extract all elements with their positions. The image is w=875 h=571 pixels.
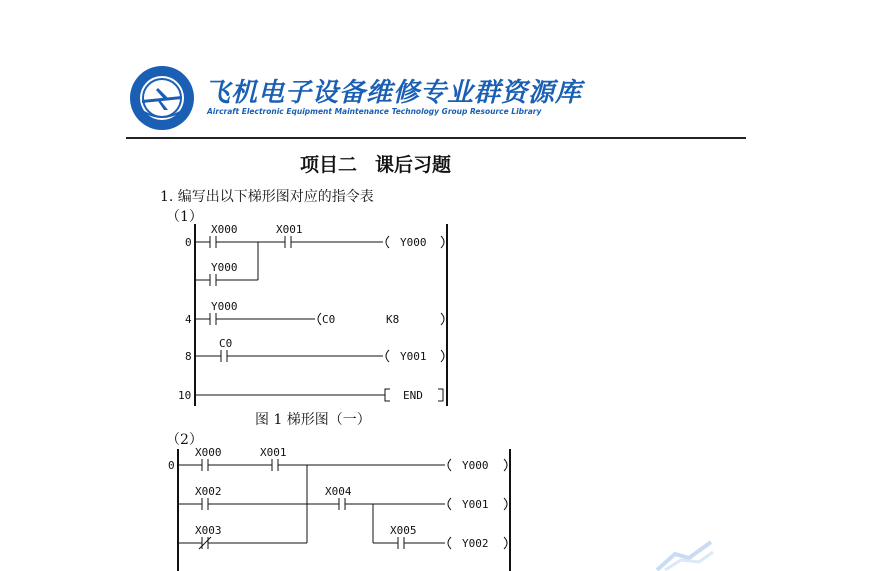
contact-x004 [339,498,345,510]
contact-x002 [202,498,208,510]
step-number-10: 10 [178,389,192,402]
contact-y000 [210,313,216,325]
brand-title-cn: 飞机电子设备维修专业群资源库 [204,78,583,108]
coil-y001-open [448,498,451,510]
contact-y000-branch-label: Y000 [211,261,238,274]
coil-y001-close [441,350,444,362]
subquestion-1-label: （1） [166,209,203,225]
contact-c0-label: C0 [219,337,233,350]
coil-y001-label: Y001 [462,498,489,511]
ladder-diagram-1 [165,220,455,410]
contact-x001-label: X001 [276,223,303,236]
coil-y000-label: Y000 [400,236,427,249]
page-title-project: 项目二 [300,154,358,176]
coil-y000-label: Y000 [462,459,489,472]
contact-x002-label: X002 [195,485,222,498]
coil-y002-open [448,537,451,549]
coil-y000-open [386,236,389,248]
step-number-8: 8 [185,350,192,363]
contact-x004-label: X004 [325,485,352,498]
counter-k8-label: K8 [386,313,400,326]
contact-x000-label: X000 [195,446,222,459]
coil-y002-label: Y002 [462,537,489,550]
coil-y000-close [441,236,444,248]
logo-emblem [128,64,196,132]
counter-c0-close [441,313,444,325]
watermark-decoration [655,540,715,571]
end-instruction-open [385,389,390,401]
counter-c0-label: C0 [322,313,336,326]
contact-y000-label: Y000 [211,300,238,313]
contact-c0 [221,350,227,362]
contact-x000 [202,459,208,471]
end-instruction-label: END [403,389,423,402]
contact-x005 [398,537,404,549]
coil-y001-open [386,350,389,362]
end-instruction-close [438,389,443,401]
coil-y002-close [504,537,507,549]
contact-x001 [285,236,291,248]
figure-1-caption: 图 1 梯形图（一） [255,412,371,428]
subquestion-2-label: （2） [166,432,203,448]
contact-x005-label: X005 [390,524,417,537]
contact-x001-label: X001 [260,446,287,459]
contact-x001 [272,459,278,471]
page-title-exercise: 课后习题 [375,154,452,176]
contact-x003-label: X003 [195,524,222,537]
contact-x000-label: X000 [211,223,238,236]
page-title [300,150,451,177]
coil-y001-label: Y001 [400,350,427,363]
step-number-4: 4 [185,313,192,326]
counter-c0-open [318,313,321,325]
header-rule [126,137,746,139]
brand-title-en: Aircraft Electronic Equipment Maintenance Technology Group Resource Library [207,107,542,116]
contact-x000 [210,236,216,248]
contact-y000-branch [210,274,216,286]
step-number-0: 0 [185,236,192,249]
coil-y000-open [448,459,451,471]
coil-y001-close [504,498,507,510]
ladder-diagram-2 [160,445,520,571]
question-1: 1. 编写出以下梯形图对应的指令表 [160,189,374,205]
step-number-0: 0 [168,459,175,472]
coil-y000-close [504,459,507,471]
